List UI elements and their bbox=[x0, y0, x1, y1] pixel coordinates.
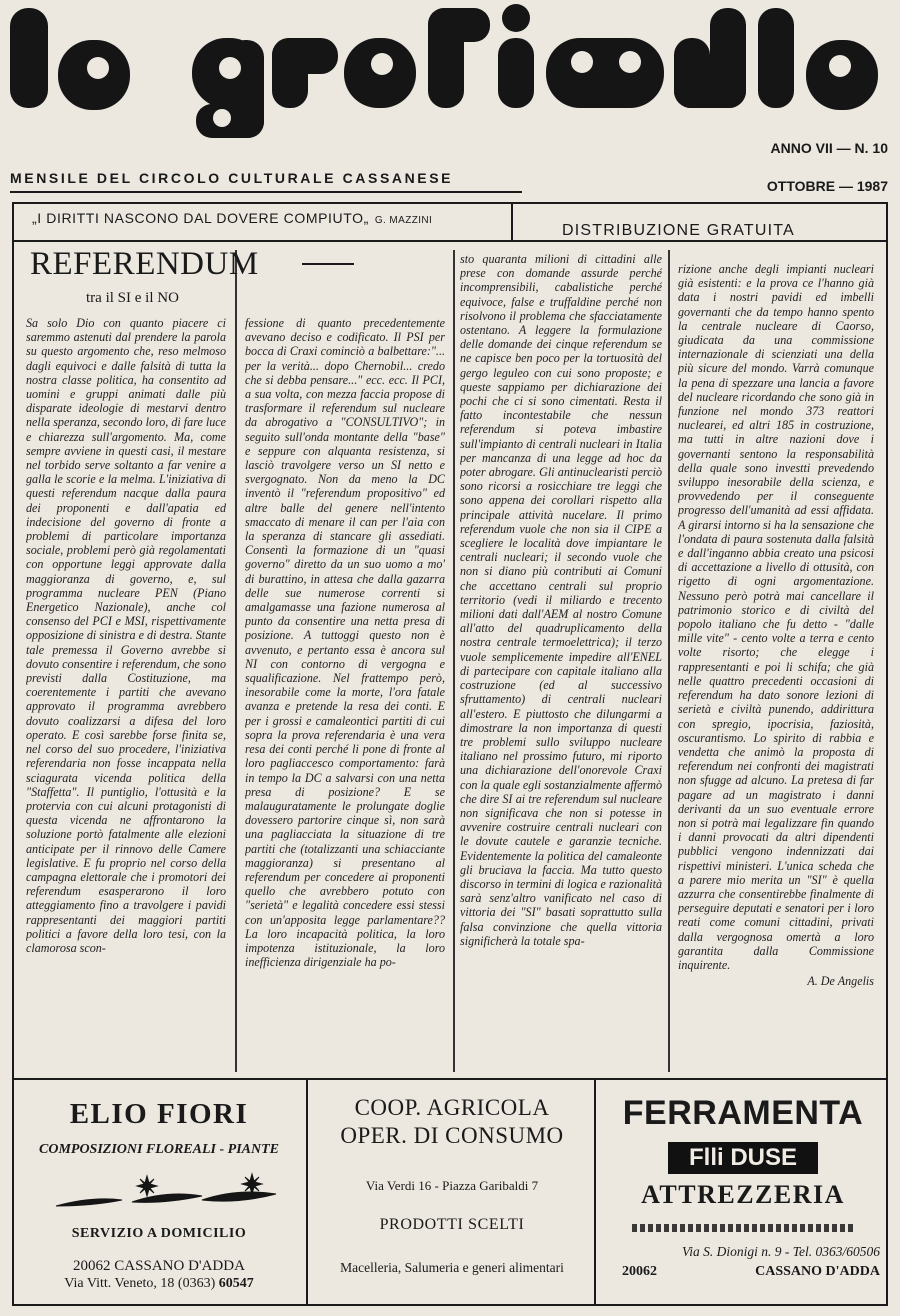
column-3-text: sto quaranta milioni di cittadini alle prese con domande assurde perché incomprensibili, cabalistiche perché equivoce, false e truffaldine perché non risolvono il problema che sfacciatamente ostentano. A leggere la formulazione delle domande dei cinque referendum se ne capisce ben poco per la tortuosità del gergo leguleo con cui sono proposte; e queste sappiamo per dichiarazione dei pochi che ci si sono cimentati. Resta il fatto incontestabile che nessun referendum si poteva imbastire sull'impianto di centrali nucleari in Italia per mancanza di una legge ad hoc da poter abrogare. Gli antinuclearisti perciò sono ricorsi a rosicchiare tre leggi che sono appena dei corollari rispetto alla principale attività nucelare. Il primo referendum vuole che non sia il CIPE a scegliere le località dove impiantare le centrali nucleari; il secondo vuole che non si diano più contributi ai Comuni che accettano centrali sul proprio territorio (vedi il miliardo e trecento milioni dati dall'AEM al nostro Comune all'atto del quadruplicamento della nostra centrale termoelettrica); il terzo vuole semplicemente impedire all'ENEL di partecipare con capitale italiano alla costruzione (ed al successivo sfruttamento) di centrali nucleari all'estero. E piuttosto che dilungarmi a dimostrare la non importanza di questi tre problemi sullo sviluppo nucleare italiano nel prossimo futuro, mi riporto una dichiarazione dell'onorevole Craxi con la quale egli sostanzialmente affermò che dire SI ai tre referendum sul nucleare non significava che non si potesse in avvenire costruire centrali nucleari con le dovute cautele e garanzie tecniche. Evidentemente la politica del camaleonte gli bruciava la faccia. Ma tutto questo discorso in termini di logica e razionalità sarà senz'altro vanificato nel caso di vittoria dei "SI" basati soprattutto sulla falsa convinzione che quella vittoria significherà la totale spa- bbox=[460, 252, 662, 948]
elio-fiori-title: ELIO FIORI bbox=[69, 1098, 249, 1130]
distribution-label: DISTRIBUZIONE GRATUITA bbox=[562, 222, 795, 239]
coop-products: PRODOTTI SCELTI bbox=[379, 1216, 525, 1233]
article-column-4 bbox=[678, 262, 874, 1072]
column-4-text: rizione anche degli impianti nucleari già esistenti: e la prova ce l'hanno già data i nostri pavidi ed imbelli governanti che da tempo hanno spento la centrale nucleare di Caorso, giudicata da una commissione internazionale di scienziati una della più sicure del mondo. Varrà comunque la pena di spezzare una lancia a favore del nucleare ricordando che sono già in funzione nel mondo 373 reattori nuclearei, ed altri 185 in costruzione, ma tutti in altre nazioni dove i governanti sentono la responsabilità della quale sono investti prevedendo sviluppo inesorabile della scienza, e provvedendo per il conseguente progresso dell'umanità ad essi affidata. A girarsi intorno si ha la sensazione che l'ondata di paura sostenuta dalla falsità e dall'inganno abbia creato una psicosi di accettazione a livello di ottusità, con rigetto di ogni argomentazione. Nessuno però potrà mai cancellare il patrimonio storico e di civiltà del popolo italiano che fu detto - "dalle mille vite" - cento volte a terra e cento volte risorto; che elegge i rappresentanti e poi li schifa; che già nelle quattro precedenti occasioni di referendum ha dato sonore lezioni di serietà e civiltà punendo, addirittura con spregio, ipocrisia, faziosità, oscurantismo. Lo spirito di rabbia e vendetta che animò la proposta di referendum nei confronti dei magistrati non sfugge ad alcuno. La pretesa di far pagare ad un magistrato i danni derivanti da un suo eventuale errore non si potrà mai legalizzare fin quando i danni provocati da altri dipendenti pubblici vengono indennizzati dai rispettivi ministeri. L'unica scheda che a parere mio merita un "SI" è quella azzurra che consentirebbe finalmente di perseguire deputati e senatori per i loro reati come comuni cittadini, privati dalla vergognosa omertà a loro garantita dalla Commissione inquirente. bbox=[678, 262, 874, 972]
issue-date: OTTOBRE — 1987 bbox=[766, 178, 888, 194]
flower-ornament-icon bbox=[52, 1172, 282, 1212]
quote-banner bbox=[12, 202, 888, 242]
article-subheadline: tra il SI e il NO bbox=[86, 290, 179, 306]
ferramenta-subtitle: ATTREZZERIA bbox=[641, 1180, 845, 1209]
article-column-3 bbox=[460, 252, 662, 1072]
quote-author: G. MAZZINI bbox=[374, 215, 433, 226]
ferramenta-address: Via S. Dionigi n. 9 - Tel. 0363/60506 bbox=[681, 1244, 880, 1259]
mazzini-quote bbox=[32, 210, 432, 226]
column-2-text: fessione di quanto precedentemente avevano deciso e codificato. Il PSI per bocca di Craxi cominciò a balbettare:"... per la verità... dopo Chernobil... credo che si debba pensare..." ecc. ecc. Il PCI, a sua volta, con mezza faccia propose di trasformare il referendum sul nucleare da abrogativo a "CONSULTIVO"; in seguito sull'onda montante della "base" e seppure con alquanta resistenza, si lasciò travolgere verso un SI netto e svergognato. Non da meno la DC inventò il "referendum propositivo" ed altre balle del genere nell'intento smaccato di menare il can per l'aia con la speranza di stancare gli assediati. Consentì la formazione di un "quasi governo" diretto da un suo uomo a mo' di burattino, in attesa che dalla gazarra delle sue numerose correnti si amalgamasse una fazione numerosa al punto da consentire una netta presa di posizione. A tuttoggi questo non è avvenuto, e pertanto essa è ancora sul NI con contorno di vergogna e squalificazione. Nel frattempo però, inesorabile come la morte, l'ora fatale avanza e pretende la resa dei conti. E per i grossi e camaleontici partiti di cui sopra la prova referendaria è una vera resa dei conti perché li pone di fronte al loro pagliaccesco comportamento: farà in tempo la DC a salvarsi con una netta presa di posizione? E se malauguratamente le prolungate doglie dovessero partorire cinque sì, non sarà una pagliacciata la situazione di tre partiti che (totalizzanti una schiacciante maggioranza) si presentano al referendum per concedere ai proponenti quello che avrebbero potuto con "serietà" e legalità concedere essi stessi con un'apposita legge parlamentare?? La loro incapacità politica, la loro impotenza istituzionale, la loro inefficienza dirigenziale ha po- bbox=[245, 316, 445, 970]
ad-divider-2 bbox=[594, 1080, 596, 1304]
ferramenta-postcode: 20062 bbox=[622, 1264, 657, 1279]
elio-fiori-address: Via Vitt. Veneto, 18 (0363) bbox=[64, 1276, 216, 1291]
column-rule-1 bbox=[235, 250, 237, 1072]
quote-text: „I DIRITTI NASCONO DAL DOVERE COMPIUTO„ bbox=[32, 210, 369, 226]
column-rule-3 bbox=[668, 250, 670, 1072]
elio-fiori-service: SERVIZIO A DOMICILIO bbox=[71, 1226, 247, 1241]
article-column-2 bbox=[245, 316, 445, 1072]
article-column-1 bbox=[26, 316, 226, 1072]
elio-fiori-subtitle: COMPOSIZIONI FLOREALI - PIANTE bbox=[39, 1142, 279, 1157]
ferramenta-city: CASSANO D'ADDA bbox=[755, 1264, 880, 1279]
advertisements bbox=[12, 1078, 888, 1306]
column-rule-2 bbox=[453, 250, 455, 1072]
issue-number: ANNO VII — N. 10 bbox=[770, 140, 888, 156]
column-1-text: Sa solo Dio con quanto piacere ci saremmo astenuti dal prendere la parola su questo argomento che, reso melmoso dagli equivoci e dalle falsità di tutta la nostra classe politica, ha consentito ad uomini e gruppi animati dalle più disparate ideologie di mestarvi dentro nella speranza, secondo loro, di fare luce e chiarezza sull'argomento. Ma, come sempre avviene in questi casi, il mestare nel torbido serve soltanto a far venire a galla le scorie e la melma. L'iniziativa di questi referendum nacque dalla paura dei proponenti e dall'apatia ed indecisione del governo di fronte a problemi di particolare importanza sociale, problemi però già regolamentati con opportune leggi approvate dalla maggioranza di governo, e, sul programma nucleare PEN (Piano Energetico Nazionale), anche col consenso del PCI e MSI, rispettivamente opposizione di sinistra e di destra. Stante tale premessa il Governo avrebbe si dovuto consentire i referendum, che sono previsti dalla Costituzione, ma coerentemente i partiti che avevano approvato il programma avrebbero dovuto coalizzarsi a difesa del loro operato. E così sarebbe forse finita se, nel corso del suo procedere, l'iniziativa referendaria non fosse incappata nella sciagurata vicenda politica della "Staffetta". Il puntiglio, l'ottusità e la protervia con cui alcuni protagonisti di questa vicenda ne affrontarono la soluzione portò fatalmente alle elezioni anticipate per il rinnovo delle Camere legislative. E fu proprio nel corso della campagna elettorale che i promotori dei referendum esasperarono il loro atteggiamento fino a travolgere i pavidi rappresentanti dei maggiori partiti politici a favore della loro tesi, con la clamorosa scon- bbox=[26, 316, 226, 955]
headline-rule bbox=[302, 263, 354, 265]
elio-fiori-address-line bbox=[14, 1276, 304, 1292]
masthead-subtitle: MENSILE DEL CIRCOLO CULTURALE CASSANESE bbox=[10, 170, 454, 186]
coop-title-line-2: OPER. DI CONSUMO bbox=[340, 1123, 564, 1148]
article-author: A. De Angelis bbox=[807, 974, 874, 989]
elio-fiori-phone: 60547 bbox=[218, 1276, 254, 1291]
masthead-logo-graphic bbox=[10, 0, 890, 150]
ad-divider-1 bbox=[306, 1080, 308, 1304]
coop-title bbox=[310, 1094, 594, 1150]
banner-divider bbox=[511, 204, 513, 240]
masthead-logo bbox=[10, 0, 890, 150]
elio-fiori-city: 20062 CASSANO D'ADDA bbox=[73, 1258, 245, 1274]
ferramenta-title: FERRAMENTA bbox=[622, 1094, 864, 1132]
subtitle-rule bbox=[10, 191, 522, 193]
ferramenta-brand: Flli DUSE bbox=[668, 1142, 818, 1174]
coop-shop-types: Macelleria, Salumeria e generi alimentari bbox=[340, 1260, 564, 1275]
coop-title-line-1: COOP. AGRICOLA bbox=[354, 1095, 550, 1120]
coop-address: Via Verdi 16 - Piazza Garibaldi 7 bbox=[365, 1178, 539, 1193]
ferramenta-pattern-ornament bbox=[632, 1224, 854, 1232]
article-headline: REFERENDUM bbox=[30, 246, 259, 282]
